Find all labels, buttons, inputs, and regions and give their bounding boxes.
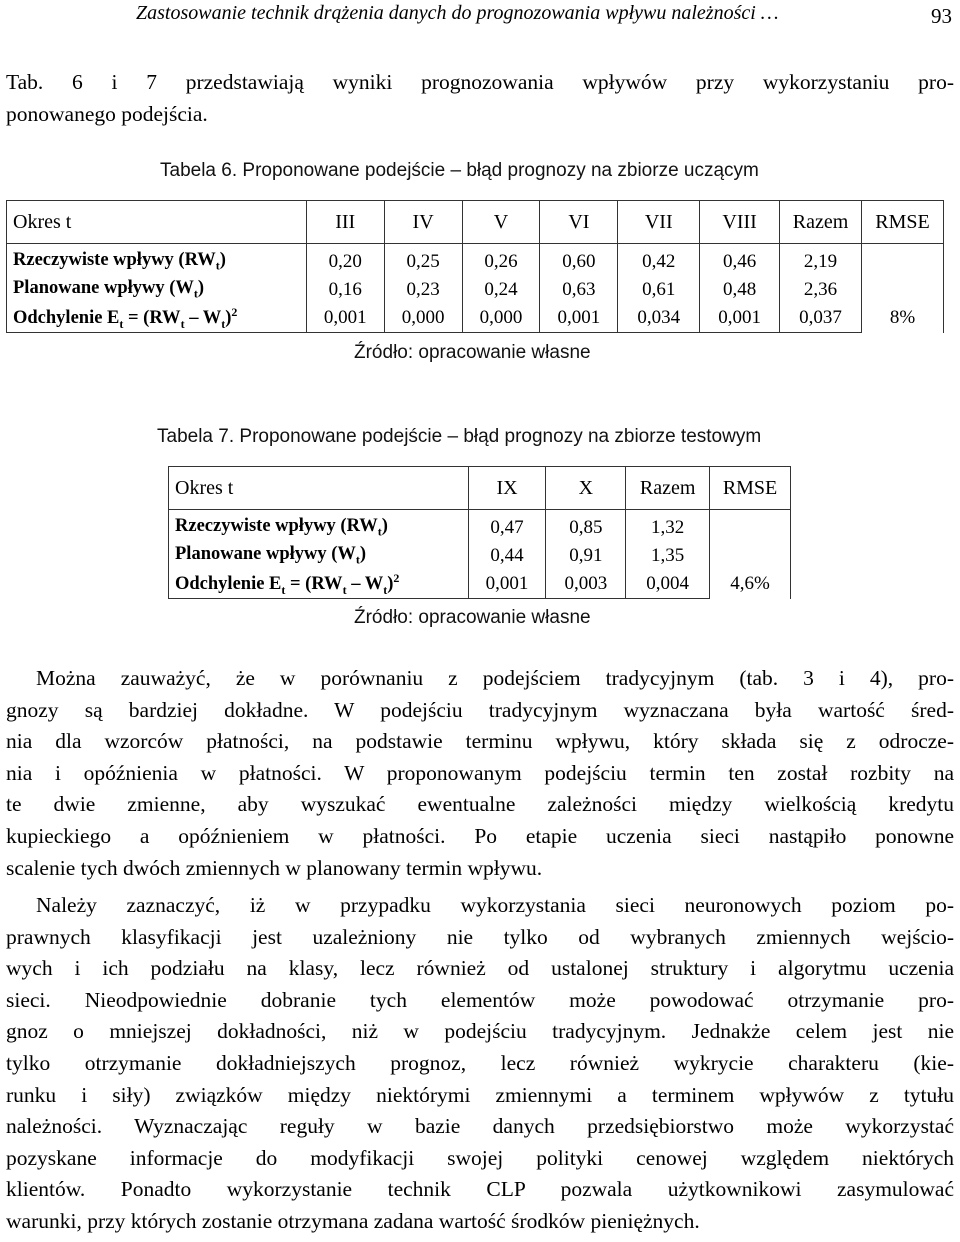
text-line: Należy zaznaczyć, iż w przypadku wykorzystania sieci neuronowych poziom po- bbox=[36, 893, 954, 917]
table-cell: 0,24 bbox=[462, 276, 540, 304]
text-line: sieci. Nieodpowiednie dobranie tych elementów może powodować otrzymanie pro- bbox=[6, 987, 954, 1012]
text-line: warunki, przy których zostanie otrzymana zadana wartość środków pieniężnych. bbox=[6, 1208, 700, 1233]
text-line: tylko otrzymanie dokładniejszych prognoz, lecz również wykrycie charakteru (kie- bbox=[6, 1050, 954, 1075]
row-label: Planowane wpływy $(W_t)$ bbox=[169, 542, 469, 570]
text-line: scalenie tych dwóch zmiennych w planowany termin wpływu. bbox=[6, 855, 543, 880]
table-row bbox=[7, 244, 944, 277]
header-cell: Okres t bbox=[7, 201, 307, 244]
table-cell: 0,63 bbox=[540, 276, 618, 304]
table-cell: 0,48 bbox=[700, 276, 780, 304]
table-cell: 0,44 bbox=[468, 542, 546, 570]
table-cell: 0,034 bbox=[618, 304, 700, 333]
row-label: Rzeczywiste wpływy $(RW_t)$ bbox=[169, 510, 469, 543]
header-cell: Razem bbox=[626, 467, 710, 510]
table-cell: 0,20 bbox=[306, 244, 384, 277]
table-cell: 0,001 bbox=[306, 304, 384, 333]
table7-source: Źródło: opracowanie własne bbox=[354, 607, 591, 628]
header-cell: RMSE bbox=[710, 467, 791, 510]
table6-source: Źródło: opracowanie własne bbox=[354, 342, 591, 363]
text-line: nia dla wzorców płatności, na podstawie terminu wpływu, który składa się z odrocze- bbox=[6, 729, 954, 754]
header-cell: III bbox=[306, 201, 384, 244]
text-line: pozyskane informacje do modyfikacji swojej polityki cenowej względem niektórych bbox=[6, 1145, 954, 1170]
table-cell: 0,47 bbox=[468, 510, 546, 543]
text-line: wych i ich podziału na klasy, lecz również od ustalonej struktury i algorytmu uczenia bbox=[6, 956, 954, 981]
text-line: kupieckiego a opóźnieniem w płatności. Po etapie uczenia sieci nastąpiło ponowne bbox=[6, 823, 954, 848]
rmse-cell: 4,6% bbox=[710, 510, 791, 599]
table7-header-row bbox=[169, 467, 791, 510]
table-cell: 0,26 bbox=[462, 244, 540, 277]
text-line: runku i siły) związków między niektórymi zmiennymi a terminem wpływów z tytułu bbox=[6, 1082, 954, 1107]
text-line: gnozy są bardziej dokładne. W podejściu tradycyjnym wyznaczana była wartość śred- bbox=[6, 697, 954, 722]
text-line: prawnych klasyfikacji jest uzależniony nie tylko od wybranych zmiennych wejścio- bbox=[6, 924, 954, 949]
table-cell: 0,004 bbox=[626, 570, 710, 599]
text-line: nia i opóźnienia w płatności. W proponowanym podejściu termin ten został rozbity na bbox=[6, 760, 954, 785]
text-line: Można zauważyć, że w porównaniu z podejściem tradycyjnym (tab. 3 i 4), pro- bbox=[36, 666, 954, 690]
table-cell: 0,25 bbox=[384, 244, 462, 277]
row-label: Rzeczywiste wpływy $(RW_t)$ bbox=[7, 244, 307, 277]
header-cell: VII bbox=[618, 201, 700, 244]
table-row bbox=[169, 510, 791, 543]
table-cell: 2,36 bbox=[780, 276, 862, 304]
header-cell: X bbox=[546, 467, 626, 510]
table-cell: 0,000 bbox=[462, 304, 540, 333]
table7-caption: Tabela 7. Proponowane podejście – błąd prognozy na zbiorze testowym bbox=[157, 426, 762, 447]
body-paragraph-1 bbox=[6, 663, 954, 884]
table-cell: 0,16 bbox=[306, 276, 384, 304]
text-line: te dwie zmienne, aby wyszukać ewentualne zależności między wielkością kredytu bbox=[6, 792, 954, 817]
table-cell: 0,000 bbox=[384, 304, 462, 333]
header-cell: RMSE bbox=[862, 201, 944, 244]
intro-paragraph bbox=[6, 67, 954, 130]
header-cell: V bbox=[462, 201, 540, 244]
table-row bbox=[169, 570, 791, 599]
table7 bbox=[168, 466, 791, 599]
table6-caption: Tabela 6. Proponowane podejście – błąd prognozy na zbiorze uczącym bbox=[160, 160, 759, 181]
table-cell: 0,003 bbox=[546, 570, 626, 599]
text-line: należności. Wyznaczając reguły w bazie danych przedsiębiorstwo może wykorzystać bbox=[6, 1114, 954, 1139]
table-row bbox=[7, 304, 944, 333]
table-cell: 0,42 bbox=[618, 244, 700, 277]
table6 bbox=[6, 200, 944, 333]
table-cell: 0,60 bbox=[540, 244, 618, 277]
text-line: gnoz o mniejszej dokładności, niż w podejściu tradycyjnym. Jednakże celem jest nie bbox=[6, 1019, 954, 1044]
body-paragraph-2 bbox=[6, 890, 954, 1238]
page-number: 93 bbox=[931, 4, 952, 28]
header-cell: VI bbox=[540, 201, 618, 244]
row-label: Odchylenie $E_t = (RW_t - W_t)^2$ bbox=[169, 570, 469, 599]
table-cell: 0,85 bbox=[546, 510, 626, 543]
row-label: Planowane wpływy $(W_t)$ bbox=[7, 276, 307, 304]
table-cell: 0,001 bbox=[468, 570, 546, 599]
table-cell: 0,037 bbox=[780, 304, 862, 333]
header-cell: Okres t bbox=[169, 467, 469, 510]
table-cell: 0,001 bbox=[540, 304, 618, 333]
table-cell: 2,19 bbox=[780, 244, 862, 277]
row-label: Odchylenie $E_t = (RW_t - W_t)^2$ bbox=[7, 304, 307, 333]
table-cell: 1,35 bbox=[626, 542, 710, 570]
table-cell: 1,32 bbox=[626, 510, 710, 543]
text-line: ponowanego podejścia. bbox=[6, 101, 208, 126]
table-row bbox=[7, 276, 944, 304]
table-cell: 0,46 bbox=[700, 244, 780, 277]
text-line: klientów. Ponadto wykorzystanie technik CLP pozwala użytkownikowi zasymulować bbox=[6, 1177, 954, 1202]
header-cell: Razem bbox=[780, 201, 862, 244]
table-cell: 0,001 bbox=[700, 304, 780, 333]
table-row bbox=[169, 542, 791, 570]
table-cell: 0,61 bbox=[618, 276, 700, 304]
running-header bbox=[0, 2, 952, 30]
text-line: Tab. 6 i 7 przedstawiają wyniki prognozowania wpływów przy wykorzystaniu pro- bbox=[6, 70, 954, 94]
header-cell: IX bbox=[468, 467, 546, 510]
header-cell: IV bbox=[384, 201, 462, 244]
table-cell: 0,91 bbox=[546, 542, 626, 570]
table-cell: 0,23 bbox=[384, 276, 462, 304]
table6-header-row bbox=[7, 201, 944, 244]
header-cell: VIII bbox=[700, 201, 780, 244]
rmse-cell: 8% bbox=[862, 244, 944, 333]
running-title: Zastosowanie technik drążenia danych do prognozowania wpływu należności … bbox=[136, 2, 779, 24]
